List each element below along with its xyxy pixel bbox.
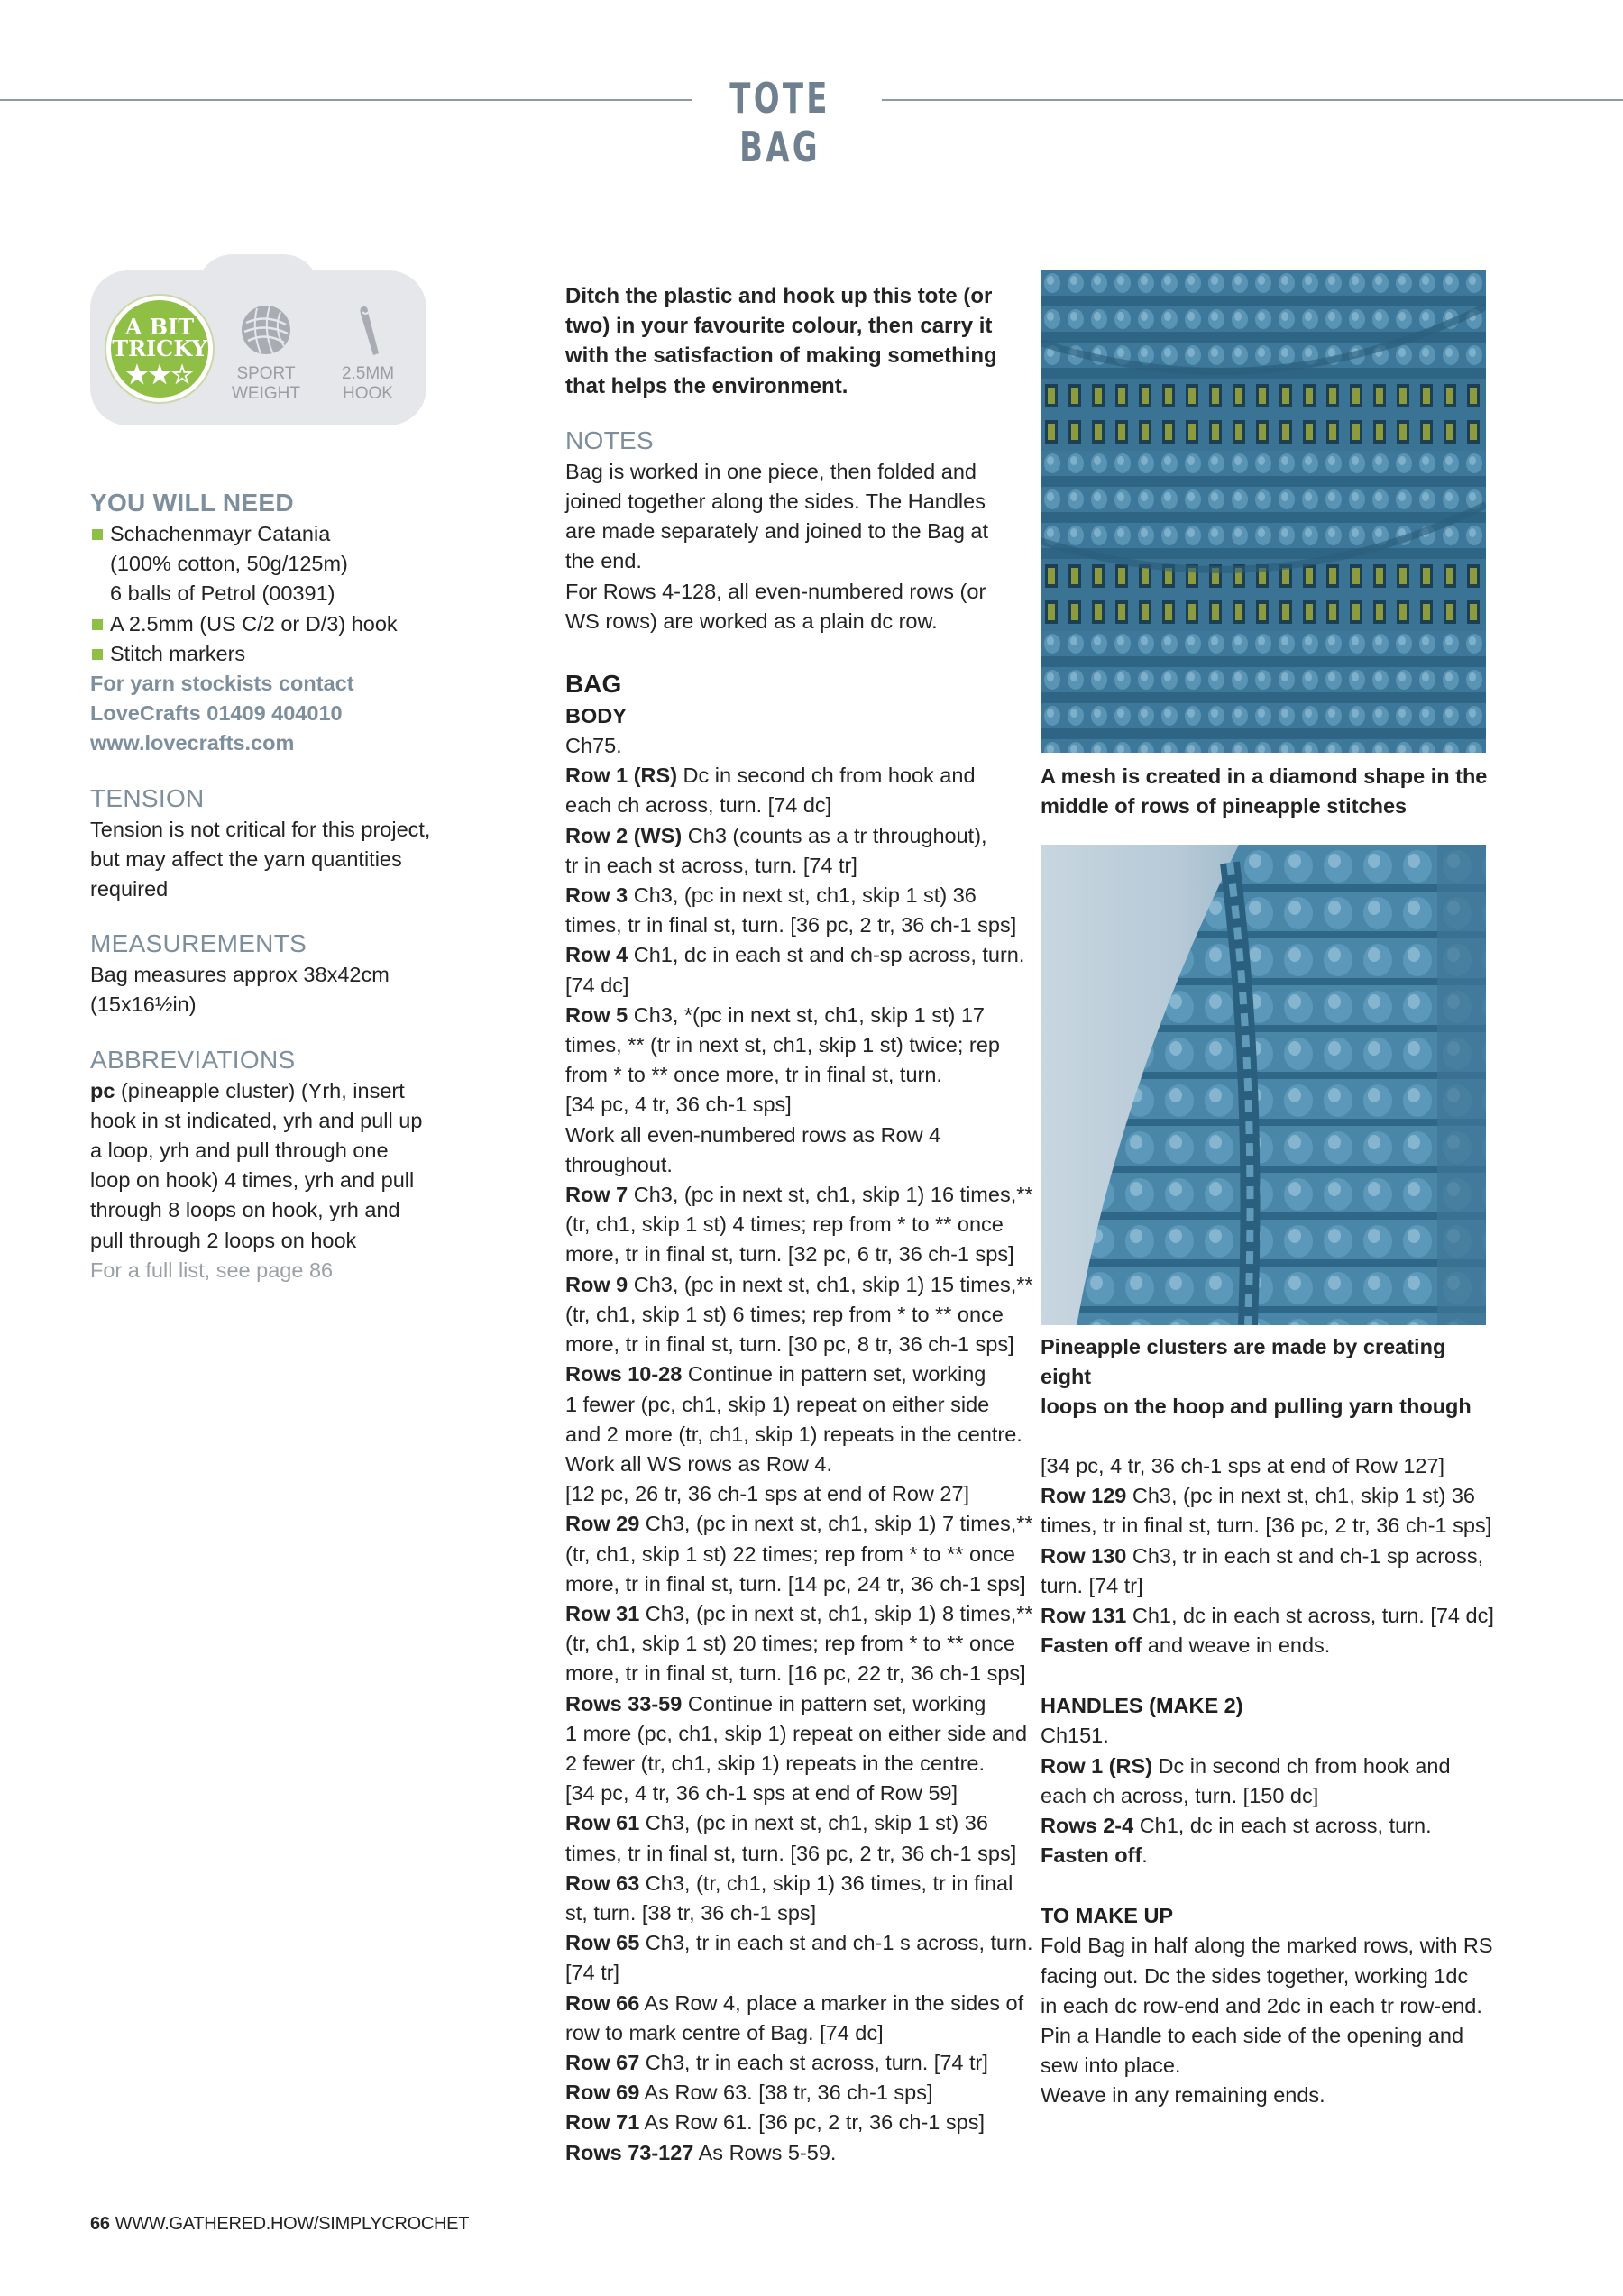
caption-mesh-line-1: A mesh is created in a diamond shape in the xyxy=(1041,764,1488,788)
row-9-cont-2: more, tr in final st, turn. [30 pc, 8 tr, 36 ch-1 sps] xyxy=(565,1332,1014,1357)
row-61 xyxy=(565,1808,1034,1838)
header-rule-left xyxy=(0,99,692,101)
abbr-line-2: hook in st indicated, yrh and pull up xyxy=(90,1108,423,1132)
right-column xyxy=(1041,1451,1509,2111)
rows-73-127-label: Rows 73-127 xyxy=(565,2140,694,2164)
rows-33-59-cont-1: 1 more (pc, ch1, skip 1) repeat on either side and xyxy=(565,1721,1028,1745)
row-66-label: Row 66 xyxy=(565,1990,640,2015)
rows-10-28-cont-1: 1 fewer (pc, ch1, skip 1) repeat on either side xyxy=(565,1392,990,1416)
row-5-text: Ch3, *(pc in next st, ch1, skip 1 st) 17 xyxy=(628,1002,985,1027)
make-up-line-3: in each dc row-end and 2dc in each tr row-end. xyxy=(1041,1993,1482,2017)
yarn-line-3: 6 balls of Petrol (00391) xyxy=(110,581,335,606)
handles-chain: Ch151. xyxy=(1041,1724,1109,1748)
rows-10-28-label: Rows 10-28 xyxy=(565,1362,683,1386)
make-up-line-6: Weave in any remaining ends. xyxy=(1041,2083,1325,2108)
row-7-cont-1: (tr, ch1, skip 1 st) 4 times; rep from * to ** once xyxy=(565,1212,1004,1237)
handles-heading: HANDLES (MAKE 2) xyxy=(1041,1694,1243,1718)
row-129 xyxy=(1041,1481,1509,1511)
row-65 xyxy=(565,1928,1034,1958)
rows-33-59-cont-2: 2 fewer (tr, ch1, skip 1) repeats in the centre. xyxy=(565,1751,985,1775)
row-29-text: Ch3, (pc in next st, ch1, skip 1) 7 times,** xyxy=(639,1512,1033,1536)
row-4-cont: [74 dc] xyxy=(565,973,629,997)
caption-mesh xyxy=(1041,762,1491,821)
fasten-off-label: Fasten off xyxy=(1041,1633,1142,1658)
intro-line-1: Ditch the plastic and hook up this tote (or xyxy=(565,284,993,308)
page-title: TOTE BAG xyxy=(729,74,830,171)
row-67-text: Ch3, tr in each st across, turn. [74 tr] xyxy=(639,2050,988,2074)
stockist-line-2: LoveCrafts 01409 404010 xyxy=(90,701,343,726)
row-69 xyxy=(565,2078,1034,2108)
measurements-heading: MEASUREMENTS xyxy=(90,929,307,958)
stockist-url: www.lovecrafts.com xyxy=(90,731,295,755)
handle-rows-2-4-text: Ch1, dc in each st across, turn. xyxy=(1133,1814,1432,1838)
yarn-weight-info xyxy=(221,303,311,404)
row-1 xyxy=(565,761,1034,791)
abbreviations-heading: ABBREVIATIONS xyxy=(90,1045,296,1074)
row-69-text: As Row 63. [38 tr, 36 ch-1 sps] xyxy=(639,2081,933,2105)
handle-rows-2-4 xyxy=(1041,1811,1509,1841)
rows-33-59-cont-3: [34 pc, 4 tr, 36 ch-1 sps at end of Row 59] xyxy=(565,1781,958,1806)
hook-size-info xyxy=(323,303,413,404)
row-65-label: Row 65 xyxy=(565,1931,640,1955)
row-130-cont: turn. [74 tr] xyxy=(1041,1573,1143,1597)
handle-row-1-label: Row 1 (RS) xyxy=(1041,1753,1153,1778)
abbr-line-6: pull through 2 loops on hook xyxy=(90,1228,357,1252)
row-29 xyxy=(565,1509,1034,1539)
row-71-text: As Row 61. [36 pc, 2 tr, 36 ch-1 sps] xyxy=(639,2110,986,2135)
row-129-cont: times, tr in final st, turn. [36 pc, 2 tr, 36 ch-1 sps] xyxy=(1041,1514,1492,1538)
row-130-label: Row 130 xyxy=(1041,1543,1127,1568)
abbr-line-4: loop on hook) 4 times, yrh and pull xyxy=(90,1168,415,1193)
even-rows-note-1: Work all even-numbered rows as Row 4 xyxy=(565,1122,941,1147)
row-66-cont: row to mark centre of Bag. [74 dc] xyxy=(565,2020,884,2044)
row-29-label: Row 29 xyxy=(565,1512,640,1536)
row-3-label: Row 3 xyxy=(565,883,628,908)
handle-row-1 xyxy=(1041,1752,1509,1781)
stockist-line-1: For yarn stockists contact xyxy=(90,672,354,696)
page-number: 66 xyxy=(90,2214,110,2234)
row-131-label: Row 131 xyxy=(1041,1604,1127,1628)
bag-chain: Ch75. xyxy=(565,734,622,758)
row-5-label: Row 5 xyxy=(565,1002,628,1027)
abbr-def: (pineapple cluster) (Yrh, insert xyxy=(115,1078,405,1102)
left-column xyxy=(90,487,469,1285)
difficulty-stars: ★★☆ xyxy=(125,360,194,389)
row-7-cont-2: more, tr in final st, turn. [32 pc, 6 tr, 36 ch-1 sps] xyxy=(565,1242,1014,1267)
row-63-cont: st, turn. [38 tr, 36 ch-1 sps] xyxy=(565,1900,817,1925)
row-4-label: Row 4 xyxy=(565,943,628,967)
row-4 xyxy=(565,940,1034,970)
row-31-text: Ch3, (pc in next st, ch1, skip 1) 8 times,** xyxy=(639,1601,1033,1625)
even-rows-note-2: throughout. xyxy=(565,1152,673,1176)
markers-requirement: Stitch markers xyxy=(90,639,469,669)
rows-33-59-label: Rows 33-59 xyxy=(565,1691,683,1715)
badge-line-1: A BIT xyxy=(124,314,195,340)
row-9-text: Ch3, (pc in next st, ch1, skip 1) 15 times,** xyxy=(628,1272,1033,1296)
row-4-text: Ch1, dc in each st and ch-sp across, turn. xyxy=(628,943,1025,967)
row-61-cont: times, tr in final st, turn. [36 pc, 2 tr, 36 ch-1 sps] xyxy=(565,1841,1017,1865)
row-29-cont-2: more, tr in final st, turn. [14 pc, 24 tr, 36 ch-1 sps] xyxy=(565,1571,1026,1596)
rows-10-28-cont-3: Work all WS rows as Row 4. xyxy=(565,1451,832,1476)
row-131-text: Ch1, dc in each st across, turn. [74 dc] xyxy=(1126,1604,1494,1628)
row-66 xyxy=(565,1989,1034,2018)
measurements-line-2: (15x16½in) xyxy=(90,992,197,1017)
rows-10-28 xyxy=(565,1359,1034,1389)
badge-line-2: TRICKY xyxy=(112,335,207,361)
tension-line-1: Tension is not critical for this project, xyxy=(90,817,431,841)
fasten-off-text: and weave in ends. xyxy=(1142,1633,1331,1658)
abbr-line-5: through 8 loops on hook, yrh and xyxy=(90,1198,400,1222)
row-7 xyxy=(565,1180,1034,1210)
row-7-label: Row 7 xyxy=(565,1183,628,1207)
notes-heading: NOTES xyxy=(565,425,654,454)
caption-pineapple xyxy=(1041,1332,1491,1422)
row-1-cont: each ch across, turn. [74 dc] xyxy=(565,793,832,818)
make-up-line-4: Pin a Handle to each side of the opening and xyxy=(1041,2024,1464,2048)
rows-33-59-text: Continue in pattern set, working xyxy=(682,1691,986,1715)
photo-mesh-detail xyxy=(1041,270,1486,753)
difficulty-badge xyxy=(106,296,213,402)
you-will-need-heading: YOU WILL NEED xyxy=(90,489,294,517)
row-31-cont-2: more, tr in final st, turn. [16 pc, 22 tr, 36 ch-1 sps] xyxy=(565,1661,1026,1686)
hook-label-2: HOOK xyxy=(343,384,393,403)
row-129-label: Row 129 xyxy=(1041,1484,1127,1508)
row-2-text: Ch3 (counts as a tr throughout), xyxy=(682,823,987,847)
rows-10-28-text: Continue in pattern set, working xyxy=(682,1362,986,1386)
notes-line-1: Bag is worked in one piece, then folded and xyxy=(565,459,977,483)
row-67 xyxy=(565,2048,1034,2078)
abbr-line-3: a loop, yrh and pull through one xyxy=(90,1139,389,1163)
row-1-text: Dc in second ch from hook and xyxy=(677,764,976,788)
row-131 xyxy=(1041,1601,1509,1631)
intro-line-4: that helps the environment. xyxy=(565,373,848,398)
row-5-cont-1: times, ** (tr in next st, ch1, skip 1 st) twice; rep xyxy=(565,1033,1000,1057)
handle-row-1-text: Dc in second ch from hook and xyxy=(1152,1753,1451,1778)
yarn-line-2: (100% cotton, 50g/125m) xyxy=(110,552,348,576)
hook-requirement: A 2.5mm (US C/2 or D/3) hook xyxy=(90,609,469,639)
handle-row-1-cont: each ch across, turn. [150 dc] xyxy=(1041,1783,1319,1807)
make-up-line-2: facing out. Dc the sides together, working 1dc xyxy=(1041,1963,1469,1988)
row-9-cont-1: (tr, ch1, skip 1 st) 6 times; rep from * to ** once xyxy=(565,1302,1004,1326)
row-63-text: Ch3, (tr, ch1, skip 1) 36 times, tr in final xyxy=(639,1871,1013,1895)
row-5 xyxy=(565,1001,1034,1030)
intro-line-3: with the satisfaction of making something xyxy=(565,343,997,369)
row-31-label: Row 31 xyxy=(565,1601,640,1625)
row-2-label: Row 2 (WS) xyxy=(565,823,683,847)
rows-73-127-cont: [34 pc, 4 tr, 36 ch-1 sps at end of Row 127] xyxy=(1041,1454,1445,1477)
make-up-line-1: Fold Bag in half along the marked rows, with RS xyxy=(1041,1934,1493,1958)
row-71-label: Row 71 xyxy=(565,2110,640,2135)
middle-column xyxy=(565,281,1034,2168)
row-67-label: Row 67 xyxy=(565,2050,640,2074)
row-63 xyxy=(565,1869,1034,1898)
pineapple-photo-image xyxy=(1041,845,1486,1325)
make-up-line-5: sew into place. xyxy=(1041,2054,1181,2078)
row-9-label: Row 9 xyxy=(565,1272,628,1296)
abbr-line-1 xyxy=(90,1076,469,1106)
handle-fasten-off xyxy=(1041,1841,1509,1871)
row-5-cont-3: [34 pc, 4 tr, 36 ch-1 sps] xyxy=(565,1093,792,1117)
row-7-text: Ch3, (pc in next st, ch1, skip 1) 16 times,** xyxy=(628,1183,1033,1207)
notes-line-3: are made separately and joined to the Bag at xyxy=(565,519,989,544)
handle-fasten-off-dot: . xyxy=(1142,1843,1148,1868)
rows-73-127 xyxy=(565,2138,1034,2168)
row-2 xyxy=(565,821,1034,851)
row-61-label: Row 61 xyxy=(565,1811,640,1835)
notes-line-6: WS rows) are worked as a plain dc row. xyxy=(565,608,938,633)
row-5-cont-2: from * to ** once more, tr in final st, turn. xyxy=(565,1063,942,1087)
photo-pineapple-clusters xyxy=(1041,845,1486,1325)
body-heading: BODY xyxy=(565,704,627,728)
row-130-text: Ch3, tr in each st and ch-1 sp across, xyxy=(1126,1543,1484,1568)
full-list-link[interactable]: For a full list, see page 86 xyxy=(90,1258,334,1282)
row-3-cont: times, tr in final st, turn. [36 pc, 2 tr, 36 ch-1 sps] xyxy=(565,913,1017,938)
row-65-text: Ch3, tr in each st and ch-1 s across, turn. xyxy=(639,1931,1033,1955)
row-129-text: Ch3, (pc in next st, ch1, skip 1 st) 36 xyxy=(1126,1484,1475,1508)
tension-line-3: required xyxy=(90,877,169,901)
make-up-heading: TO MAKE UP xyxy=(1041,1904,1174,1928)
row-29-cont-1: (tr, ch1, skip 1 st) 22 times; rep from * to ** once xyxy=(565,1541,1015,1566)
abbr-term: pc xyxy=(90,1078,115,1102)
crochet-hook-icon xyxy=(341,303,395,357)
row-71 xyxy=(565,2108,1034,2137)
weight-label-2: WEIGHT xyxy=(232,384,300,403)
weight-label-1: SPORT xyxy=(236,364,296,383)
hook-label-1: 2.5MM xyxy=(341,364,395,383)
notes-line-4: the end. xyxy=(565,549,642,573)
rows-33-59 xyxy=(565,1689,1034,1719)
caption-pineapple-line-1: Pineapple clusters are made by creating eight xyxy=(1041,1335,1446,1389)
bag-heading: BAG xyxy=(565,670,622,699)
yarn-line-1: Schachenmayr Catania xyxy=(90,519,469,549)
row-65-cont: [74 tr] xyxy=(565,1961,620,1985)
caption-mesh-line-2: middle of rows of pineapple stitches xyxy=(1041,794,1408,819)
handle-rows-2-4-label: Rows 2-4 xyxy=(1041,1814,1134,1838)
row-9 xyxy=(565,1270,1034,1300)
footer-url[interactable]: WWW.GATHERED.HOW/SIMPLYCROCHET xyxy=(115,2214,470,2234)
notes-line-2: joined together along the sides. The Handles xyxy=(565,489,986,514)
row-69-label: Row 69 xyxy=(565,2081,640,2105)
row-63-label: Row 63 xyxy=(565,1871,640,1895)
mesh-photo-image xyxy=(1041,270,1486,753)
row-1-label: Row 1 (RS) xyxy=(565,764,678,788)
header-rule-right xyxy=(882,99,1623,101)
notes-line-5: For Rows 4-128, all even-numbered rows (or xyxy=(565,579,986,603)
rows-10-28-cont-2: and 2 more (tr, ch1, skip 1) repeats in the centre. xyxy=(565,1422,1022,1446)
row-3-text: Ch3, (pc in next st, ch1, skip 1 st) 36 xyxy=(628,883,977,908)
tension-line-2: but may affect the yarn quantities xyxy=(90,846,402,871)
rows-73-127-text: As Rows 5-59. xyxy=(693,2140,837,2164)
measurements-line-1: Bag measures approx 38x42cm xyxy=(90,963,390,987)
row-130 xyxy=(1041,1541,1509,1571)
row-61-text: Ch3, (pc in next st, ch1, skip 1 st) 36 xyxy=(639,1811,988,1835)
tension-heading: TENSION xyxy=(90,783,205,812)
skill-panel xyxy=(90,270,426,425)
caption-pineapple-line-2: loops on the hoop and pulling yarn though xyxy=(1041,1395,1472,1419)
row-31 xyxy=(565,1599,1034,1629)
row-3 xyxy=(565,881,1034,910)
row-2-cont: tr in each st across, turn. [74 tr] xyxy=(565,853,857,877)
intro-line-2: two) in your favourite colour, then carry it xyxy=(565,314,993,339)
rows-10-28-cont-4: [12 pc, 26 tr, 36 ch-1 sps at end of Row 27] xyxy=(565,1482,970,1506)
page-footer xyxy=(90,2214,469,2235)
row-66-text: As Row 4, place a marker in the sides of xyxy=(639,1990,1024,2015)
yarn-ball-icon xyxy=(239,303,293,357)
row-31-cont-1: (tr, ch1, skip 1 st) 20 times; rep from * to ** once xyxy=(565,1632,1015,1656)
bag-fasten-off xyxy=(1041,1631,1509,1660)
handle-fasten-off-label: Fasten off xyxy=(1041,1843,1142,1868)
